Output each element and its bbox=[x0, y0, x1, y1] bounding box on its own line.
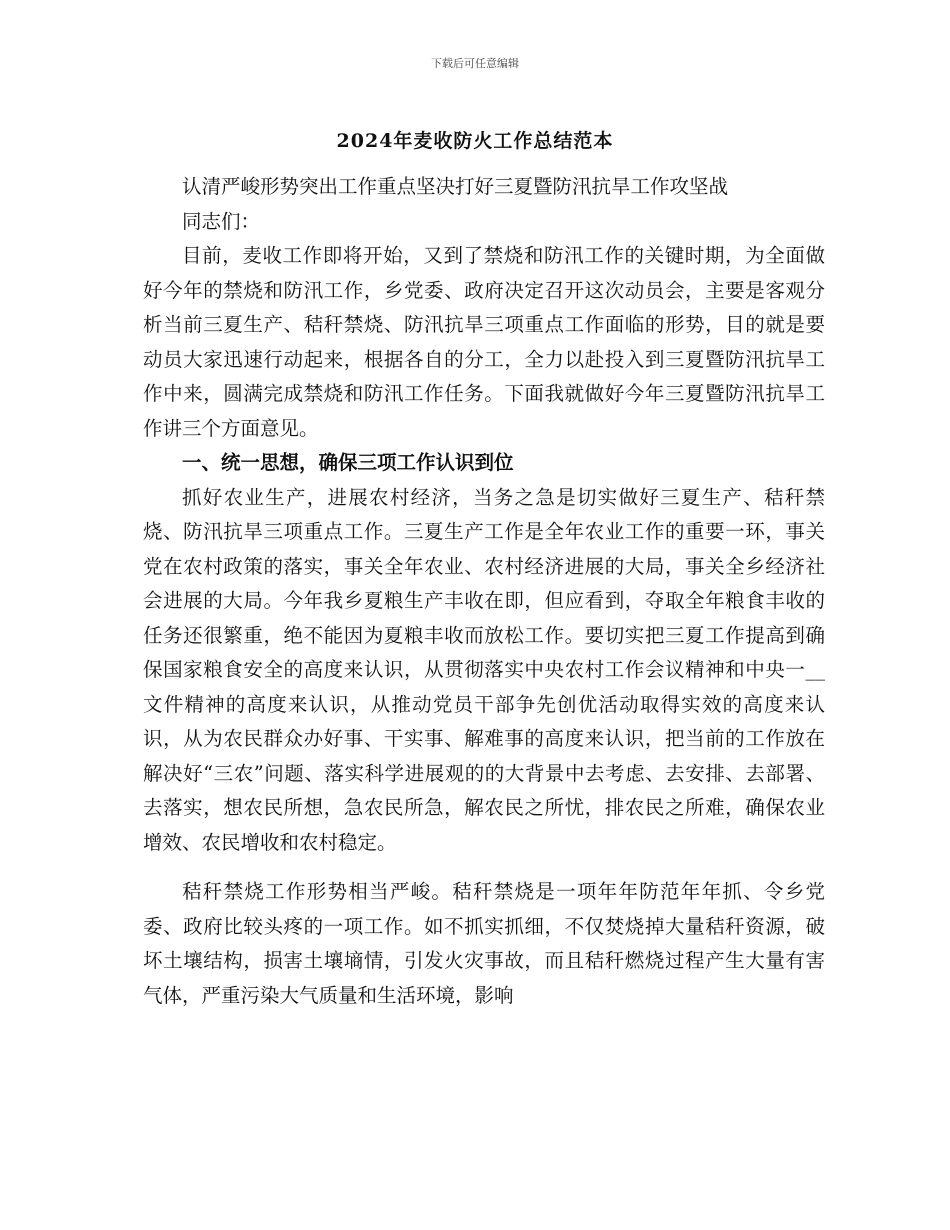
paragraph-section-1: 抓好农业生产，进展农村经济，当务之急是切实做好三夏生产、秸秆禁烧、防汛抗旱三项重点工作。三夏生产工作是全年农业工作的重要一环，事关党在农村政策的落实，事关全年农业、农村经济进展的大局，事关全乡经济社会进展的大局。今年我乡夏粮生产丰收在即，但应看到，夺取全年粮食丰收的任务还很繁重，绝不能因为夏粮丰收而放松工作。要切实把三夏工作提高到确保国家粮食安全的高度来认识，从贯彻落实中央农村工作会议精神和中央一__文件精神的高度来认识，从推动党员干部争先创优活动取得实效的高度来认识，从为农民群众办好事、干实事、解难事的高度来认识，把当前的工作放在解决好“三农”问题、落实科学进展观的的大背景中去考虑、去安排、去部署、去落实，想农民所想，急农民所急，解农民之所忧，排农民之所难，确保农业增效、农民增收和农村稳定。 bbox=[143, 485, 825, 854]
document-subtitle: 认清严峻形势突出工作重点坚决打好三夏暨防汛抗旱工作攻坚战 bbox=[182, 175, 729, 198]
salutation: 同志们： bbox=[182, 209, 261, 233]
document-body bbox=[143, 170, 825, 1013]
page-header-note: 下载后可任意编辑 bbox=[431, 57, 519, 70]
paragraph-straw-burning: 秸秆禁烧工作形势相当严峻。秸秆禁烧是一项年年防范年年抓、令乡党委、政府比较头疼的一项工作。如不抓实抓细，不仅焚烧掉大量秸秆资源，破坏土壤结构，损害土壤墒情，引发火灾事故，而且秸秆燃烧过程产生大量有害气体，严重污染大气质量和生活环境，影响 bbox=[143, 880, 825, 1007]
document-title: 2024年麦收防火工作总结范本 bbox=[336, 130, 614, 152]
paragraph-intro: 目前，麦收工作即将开始，又到了禁烧和防汛工作的关键时期，为全面做好今年的禁烧和防汛工作，乡党委、政府决定召开这次动员会，主要是客观分析当前三夏生产、秸秆禁烧、防汛抗旱三项重点工作面临的形势，目的就是要动员大家迅速行动起来，根据各自的分工，全力以赴投入到三夏暨防汛抗旱工作中来，圆满完成禁烧和防汛工作任务。下面我就做好今年三夏暨防汛抗旱工作讲三个方面意见。 bbox=[143, 244, 825, 440]
section-heading-1: 一、统一思想，确保三项工作认识到位 bbox=[182, 451, 514, 474]
